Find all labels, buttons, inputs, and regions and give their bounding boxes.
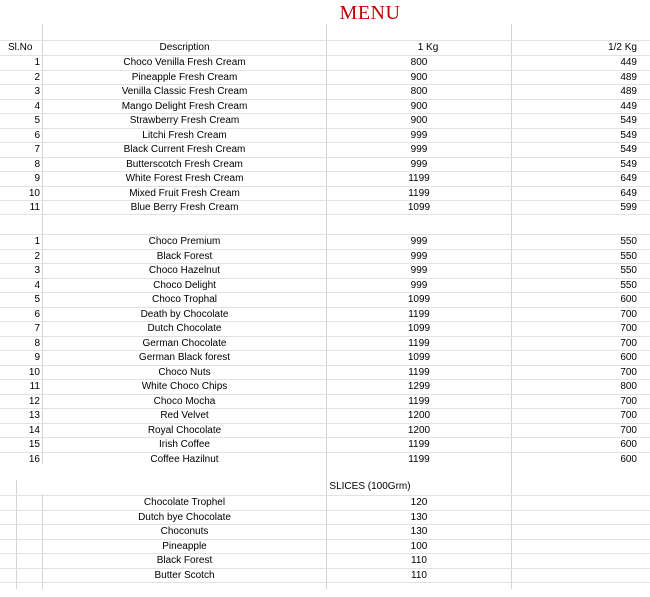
price-half-kg: 600 (620, 352, 637, 363)
item-description: Butterscotch Fresh Cream (126, 158, 243, 170)
slice-price: 130 (410, 511, 428, 523)
table-row (0, 539, 650, 554)
serial-number: 12 (28, 395, 40, 407)
table-row (0, 379, 650, 394)
table-row (0, 128, 650, 143)
price-half-kg: 599 (620, 202, 637, 213)
header-half-kg: 1/2 Kg (608, 42, 637, 53)
table-row (0, 186, 650, 201)
table-row (0, 495, 650, 510)
serial-number: 6 (34, 308, 40, 320)
slices-title: SLICES (100Grm) (329, 481, 411, 492)
price-half-kg: 600 (620, 439, 637, 450)
item-description: White Forest Fresh Cream (125, 173, 244, 184)
table-row (0, 157, 650, 172)
serial-number: 7 (34, 323, 40, 334)
header-row (0, 40, 650, 55)
price-1kg: 999 (410, 250, 428, 262)
price-half-kg: 700 (620, 424, 637, 436)
serial-number: 14 (28, 424, 40, 436)
price-half-kg: 550 (620, 236, 637, 247)
price-half-kg: 550 (620, 265, 637, 276)
table-row (0, 452, 650, 467)
price-half-kg: 449 (620, 57, 637, 68)
item-description: Choco Delight (153, 279, 216, 291)
table-row (0, 321, 650, 336)
table-row (0, 55, 650, 70)
slice-description: Choconuts (160, 526, 209, 537)
price-1kg: 999 (410, 144, 428, 155)
item-description: Choco Venilla Fresh Cream (123, 57, 246, 68)
item-description: Red Velvet (160, 410, 209, 421)
price-1kg: 1199 (408, 187, 430, 199)
spacer-row (0, 214, 650, 229)
serial-number: 9 (34, 173, 40, 184)
serial-number: 10 (28, 366, 40, 378)
serial-number: 11 (29, 202, 40, 213)
price-half-kg: 700 (620, 337, 637, 349)
price-half-kg: 489 (620, 71, 637, 83)
table-row (0, 113, 650, 128)
price-1kg: 999 (410, 158, 428, 170)
serial-number: 5 (34, 115, 40, 126)
table-row (0, 278, 650, 293)
header-description: Description (159, 42, 210, 53)
serial-number: 4 (34, 100, 40, 112)
serial-number: 1 (34, 236, 40, 247)
table-row (0, 307, 650, 322)
table-row (0, 568, 650, 583)
price-1kg: 1199 (408, 395, 430, 407)
price-half-kg: 549 (620, 158, 637, 170)
price-1kg: 999 (410, 236, 428, 247)
item-description: Choco Premium (148, 236, 221, 247)
slice-description: Chocolate Trophel (143, 497, 226, 508)
table-row (0, 249, 650, 264)
item-description: Pineapple Fresh Cream (131, 71, 238, 83)
price-1kg: 1200 (407, 424, 431, 436)
price-half-kg: 600 (620, 453, 637, 465)
serial-number: 5 (34, 294, 40, 305)
slice-price: 120 (410, 497, 428, 508)
item-description: Mixed Fruit Fresh Cream (129, 187, 240, 199)
price-half-kg: 700 (620, 395, 637, 407)
slice-description: Black Forest (156, 555, 213, 566)
price-half-kg: 489 (620, 86, 637, 97)
item-description: Black Forest (156, 250, 213, 262)
slice-price: 110 (411, 569, 427, 581)
serial-number: 16 (28, 453, 40, 465)
table-row (0, 394, 650, 409)
table-row (0, 408, 650, 423)
serial-number: 2 (34, 250, 40, 262)
table-row (0, 263, 650, 278)
slice-price: 110 (411, 555, 427, 566)
price-1kg: 1199 (408, 439, 430, 450)
item-description: Irish Coffee (159, 439, 210, 450)
table-row (0, 365, 650, 380)
price-1kg: 1099 (407, 323, 431, 334)
header-slno: Sl.No (8, 42, 33, 53)
price-1kg: 1199 (408, 173, 430, 184)
table-row (0, 142, 650, 157)
price-1kg: 900 (410, 100, 428, 112)
serial-number: 4 (34, 279, 40, 291)
item-description: Dutch Chocolate (147, 323, 222, 334)
price-1kg: 1199 (408, 366, 430, 378)
serial-number: 13 (28, 410, 40, 421)
price-half-kg: 700 (620, 308, 637, 320)
item-description: German Chocolate (142, 337, 227, 349)
price-half-kg: 800 (620, 381, 637, 392)
item-description: Choco Trophal (151, 294, 218, 305)
table-row (0, 510, 650, 525)
price-half-kg: 549 (620, 115, 637, 126)
table-row (0, 84, 650, 99)
serial-number: 15 (28, 439, 40, 450)
price-half-kg: 700 (620, 366, 637, 378)
price-1kg: 800 (410, 57, 428, 68)
table-row (0, 524, 650, 539)
table-row (0, 350, 650, 365)
serial-number: 2 (34, 71, 40, 83)
price-half-kg: 649 (620, 187, 637, 199)
table-row (0, 171, 650, 186)
price-1kg: 1099 (407, 352, 431, 363)
price-half-kg: 549 (620, 129, 637, 141)
item-description: Litchi Fresh Cream (142, 129, 227, 141)
price-1kg: 1099 (407, 294, 431, 305)
serial-number: 10 (28, 187, 40, 199)
price-1kg: 999 (410, 265, 428, 276)
price-1kg: 800 (410, 86, 428, 97)
item-description: Coffee Hazilnut (150, 453, 219, 465)
item-description: Choco Hazelnut (148, 265, 221, 276)
price-half-kg: 600 (620, 294, 637, 305)
slice-price: 130 (410, 526, 428, 537)
table-row (0, 292, 650, 307)
item-description: Royal Chocolate (147, 424, 222, 436)
price-half-kg: 700 (620, 323, 637, 334)
item-description: Mango Delight Fresh Cream (121, 100, 248, 112)
price-half-kg: 550 (620, 279, 637, 291)
item-description: Choco Nuts (158, 366, 211, 378)
serial-number: 8 (34, 158, 40, 170)
slice-description: Pineapple (162, 540, 207, 552)
price-1kg: 1199 (408, 308, 430, 320)
serial-number: 7 (34, 144, 40, 155)
item-description: German Black forest (138, 352, 231, 363)
price-1kg: 900 (410, 115, 428, 126)
slice-description: Butter Scotch (154, 569, 215, 581)
serial-number: 1 (34, 57, 40, 68)
table-row (0, 234, 650, 249)
item-description: Black Current Fresh Cream (123, 144, 246, 155)
price-1kg: 1199 (408, 453, 430, 465)
price-half-kg: 700 (620, 410, 637, 421)
price-half-kg: 649 (620, 173, 637, 184)
price-1kg: 900 (410, 71, 428, 83)
serial-number: 6 (34, 129, 40, 141)
serial-number: 11 (29, 381, 40, 392)
item-description: Venilla Classic Fresh Cream (121, 86, 248, 97)
price-half-kg: 550 (620, 250, 637, 262)
item-description: Choco Mocha (153, 395, 216, 407)
serial-number: 3 (34, 86, 40, 97)
spacer-row (0, 582, 650, 597)
serial-number: 9 (34, 352, 40, 363)
table-row (0, 336, 650, 351)
price-1kg: 999 (410, 279, 428, 291)
price-1kg: 999 (410, 129, 428, 141)
price-1kg: 1299 (407, 381, 431, 392)
price-1kg: 1200 (407, 410, 431, 421)
table-row (0, 200, 650, 215)
item-description: Strawberry Fresh Cream (129, 115, 240, 126)
slice-price: 100 (410, 540, 428, 552)
slice-description: Dutch bye Chocolate (138, 511, 231, 523)
item-description: White Choco Chips (141, 381, 228, 392)
price-1kg: 1099 (407, 202, 431, 213)
serial-number: 3 (34, 265, 40, 276)
price-half-kg: 549 (620, 144, 637, 155)
menu-title: MENU (339, 2, 401, 24)
item-description: Death by Chocolate (140, 308, 229, 320)
header-1kg: 1 Kg (417, 42, 439, 53)
table-row (0, 99, 650, 114)
table-row (0, 70, 650, 85)
serial-number: 8 (34, 337, 40, 349)
table-row (0, 423, 650, 438)
table-row (0, 437, 650, 452)
item-description: Blue Berry Fresh Cream (130, 202, 239, 213)
price-half-kg: 449 (620, 100, 637, 112)
price-1kg: 1199 (408, 337, 430, 349)
table-row (0, 553, 650, 568)
